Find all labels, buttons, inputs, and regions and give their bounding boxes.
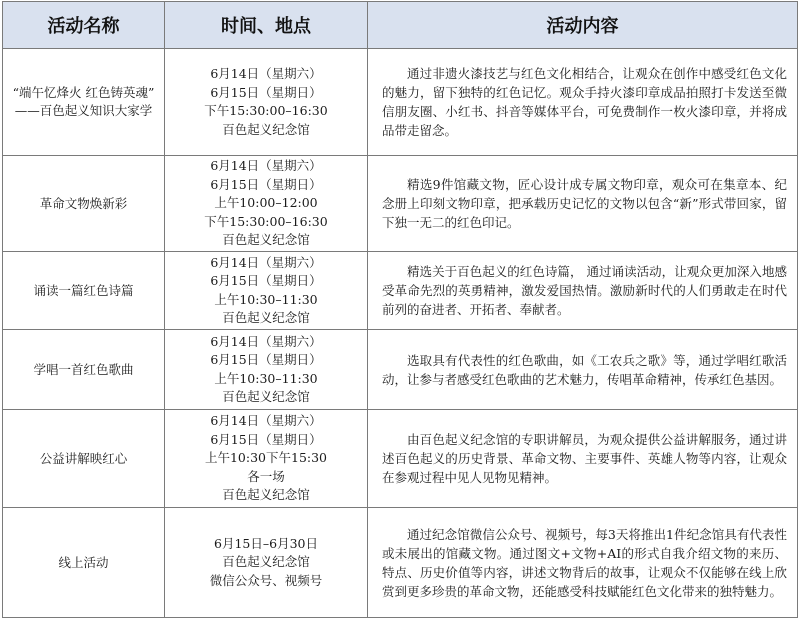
activity-content: 精选关于百色起义的红色诗篇， 通过诵读活动，让观众更加深入地感受革命先烈的英勇精神，激发爱国热情。激励新时代的人们勇敢走在时代前列的奋进者、开拓者、奉献者。 — [382, 264, 787, 317]
activity-name-cell — [3, 49, 165, 156]
time-line: 6月14日（星期六） — [210, 66, 322, 81]
location-line: 百色起义纪念馆 — [222, 389, 310, 404]
location-line: 百色起义纪念馆 — [222, 232, 310, 248]
header-row — [3, 2, 798, 49]
activity-content-cell — [368, 252, 798, 330]
activity-content-cell — [368, 156, 798, 252]
table-row — [3, 49, 798, 156]
activity-content: 通过纪念馆微信公众号、视频号，每3天将推出1件纪念馆具有代表性或未展出的馆藏文物。通过图文+文物+AI的形式自我介绍文物的来历、特点、历史价值等内容，讲述文物背后的故事，让观众不仅能够在线上欣赏到更多珍贵的革命文物，还能感受科技赋能红色文化带来的独特魅力。 — [382, 526, 787, 599]
time-location-cell — [165, 410, 368, 508]
time-line: 6月15日（星期日） — [210, 273, 322, 288]
activity-content-cell — [368, 330, 798, 410]
time-line: 6月14日（星期六） — [210, 158, 322, 174]
location-line: 百色起义纪念馆 — [222, 554, 310, 570]
time-line: 上午10:30–11:30 — [214, 291, 318, 307]
time-line: 6月14日（星期六） — [210, 413, 322, 429]
time-line: 6月15日（星期日） — [210, 84, 322, 100]
time-line: 6月14日（星期六） — [210, 254, 322, 270]
table-row — [3, 156, 798, 252]
activity-name-cell — [3, 252, 165, 330]
time-location-cell — [165, 330, 368, 410]
time-line: 6月15日–6月30日 — [214, 535, 318, 551]
activity-name-cell — [3, 508, 165, 618]
time-location-cell — [165, 49, 368, 156]
location-line: 百色起义纪念馆 — [222, 121, 310, 137]
time-location-cell — [165, 252, 368, 330]
activity-name: 学唱一首红色歌曲 — [33, 361, 134, 377]
activity-content: 由百色起义纪念馆的专职讲解员，为观众提供公益讲解服务，通过讲述百色起义的历史背景、革命文物、主要事件、英雄人物等内容，让观众在参观过程中见人见物见精神。 — [382, 432, 787, 485]
time-line: 下午15:30:00–16:30 — [204, 103, 328, 118]
location-line: 微信公众号、视频号 — [209, 572, 323, 588]
activity-name-cell — [3, 156, 165, 252]
time-line: 6月14日（星期六） — [210, 333, 322, 349]
activity-table — [2, 1, 798, 618]
activity-name: “端午忆烽火 红色铸英魂” — [12, 85, 155, 100]
header-activity-content: 活动内容 — [368, 2, 798, 49]
activity-content: 精选9件馆藏文物，匠心设计成专属文物印章，观众可在集章本、纪念册上印刻文物印章，把承载历史记忆的文物以包含“新”形式带回家，留下独一无二的红色印记。 — [382, 177, 787, 230]
location-line: 百色起义纪念馆 — [222, 310, 310, 325]
time-line: 下午15:30:00–16:30 — [204, 213, 328, 229]
time-line: 各一场 — [247, 468, 285, 484]
activity-name-cell — [3, 330, 165, 410]
time-line: 6月15日（星期日） — [210, 431, 322, 447]
activity-content: 选取具有代表性的红色歌曲，如《工农兵之歌》等，通过学唱红歌活动，让参与者感受红色歌曲的艺术魅力，传唱革命精神，传承红色基因。 — [382, 352, 787, 387]
table-row — [3, 330, 798, 410]
activity-content: 通过非遗火漆技艺与红色文化相结合，让观众在创作中感受红色文化的魅力，留下独特的红色记忆。观众手持火漆印章成品拍照打卡发送至微信朋友圈、小红书、抖音等媒体平台，可免费制作一枚火漆印章，并将成品带走留念。 — [382, 66, 787, 138]
time-line: 6月15日（星期日） — [210, 176, 322, 192]
time-line: 6月15日（星期日） — [210, 352, 322, 367]
header-time-location: 时间、地点 — [165, 2, 368, 49]
time-line: 上午10:30–11:30 — [214, 370, 318, 386]
activity-name: 革命文物焕新彩 — [39, 195, 128, 211]
activity-content-cell — [368, 410, 798, 508]
activity-name-cell — [3, 410, 165, 508]
table-row — [3, 252, 798, 330]
activity-name: 线上活动 — [58, 554, 109, 570]
table-row — [3, 410, 798, 508]
activity-content-cell — [368, 508, 798, 618]
activity-name: 诵读一篇红色诗篇 — [33, 282, 134, 298]
table-row — [3, 508, 798, 618]
time-line: 上午10:00–12:00 — [214, 195, 318, 211]
header-activity-name: 活动名称 — [3, 2, 165, 49]
time-line: 上午10:30下午15:30 — [204, 450, 328, 466]
time-location-cell — [165, 156, 368, 252]
activity-name: 公益讲解映红心 — [39, 450, 128, 466]
location-line: 百色起义纪念馆 — [222, 487, 310, 503]
activity-content-cell — [368, 49, 798, 156]
activity-name: ——百色起义知识大家学 — [14, 103, 153, 118]
time-location-cell — [165, 508, 368, 618]
